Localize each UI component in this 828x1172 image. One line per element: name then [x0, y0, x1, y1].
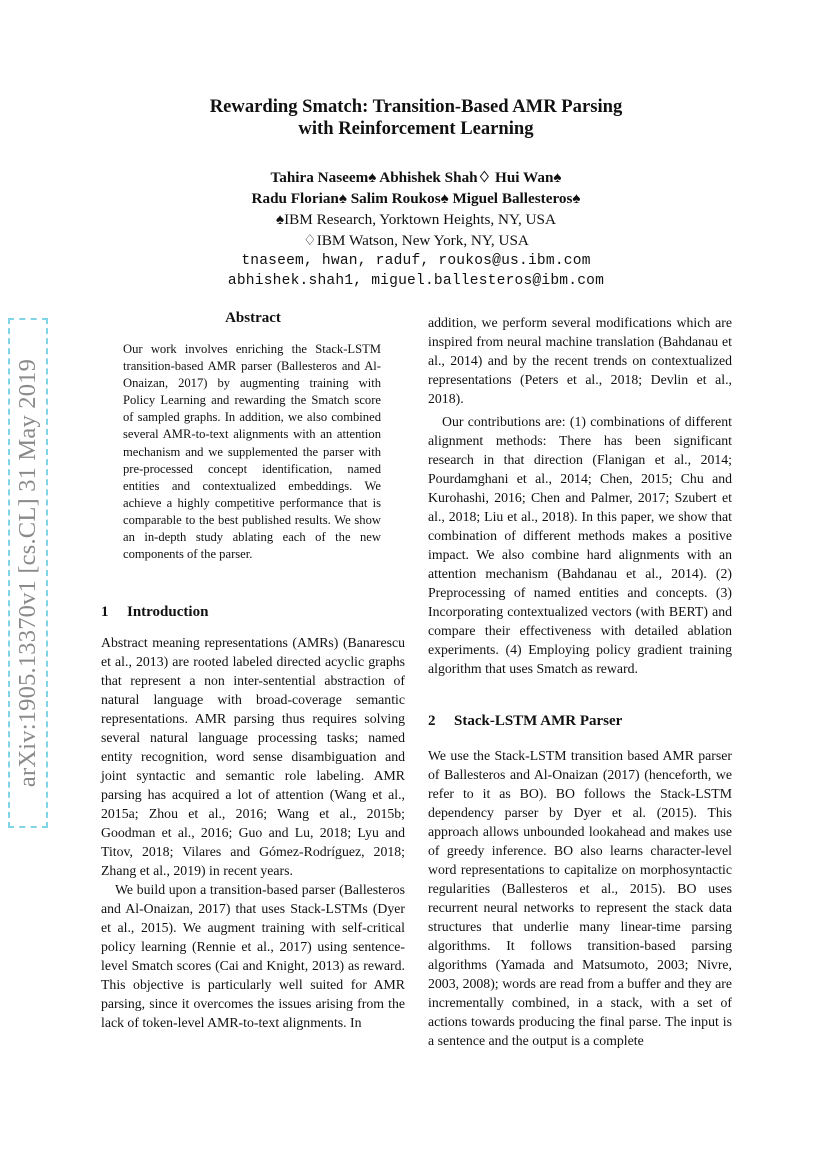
intro-paragraph-1: Abstract meaning representations (AMRs) (Banarescu et al., 2013) are rooted labeled directed acyclic graphs that represent a non inter-sentential abstraction of natural language with broad-coverage semantic representations. AMR parsing thus requires solving several natural language processing tasks; named entity recognition, word sense disambiguation and joint syntactic and semantic role labeling. AMR parsing has acquired a lot of attention (Wang et al., 2015a; Zhou et al., 2016; Wang et al., 2015b; Goodman et al., 2016; Guo and Lu, 2018; Lyu and Titov, 2018; Vilares and Gómez-Rodríguez, 2018; Zhang et al., 2019) in recent years. [101, 635, 405, 878]
author-list [100, 167, 732, 209]
section-1-number: 1 [101, 604, 109, 620]
section-2-heading [428, 713, 622, 730]
paper-title [100, 96, 732, 140]
section-2-paragraph-1: We use the Stack-LSTM transition based AMR parser of Ballesteros and Al-Onaizan (2017) (henceforth, we refer to it as BO). BO follows the Stack-LSTM dependency parser by Dyer et al. (2015). This approach allows unbounded lookahead and makes use of greedy inference. BO also learns character-level word representations to capitalize on morphosyntactic regularities (Ballesteros et al., 2015). BO uses recurrent neural networks to represent the stack data structures that underlie many linear-time parsing algorithms. It follows transition-based parsing algorithms (Yamada and Matsumoto, 2003; Nivre, 2003, 2008); words are read from a buffer and they are incrementally combined, in a stack, with a set of actions towards producing the final parse. The input is a sentence and the output is a complete [428, 748, 732, 1048]
title-line-1: Rewarding Smatch: Transition-Based AMR Parsing [209, 96, 623, 117]
paper-header [100, 96, 732, 291]
section-2-title: Stack-LSTM AMR Parser [454, 713, 623, 729]
section-2-number: 2 [428, 713, 436, 729]
section-2-body [428, 746, 732, 1050]
arxiv-stamp [8, 318, 48, 828]
title-line-2: with Reinforcement Learning [298, 118, 534, 139]
intro-paragraph-2: We build upon a transition-based parser (Ballesteros and Al-Onaizan, 2017) that uses Stack-LSTMs (Dyer et al., 2015). We augment training with self-critical policy learning (Rennie et al., 2017) using sentence-level Smatch scores (Cai and Knight, 2013) as reward. This objective is particularly well suited for AMR parsing, since it overcomes the issues arising from the lack of token-level AMR-to-text alignments. In [101, 882, 405, 1030]
section-1-heading [101, 604, 208, 621]
abstract-text: Our work involves enriching the Stack-LSTM transition-based AMR parser (Ballesteros and Al-Onaizan, 2017) by augmenting training with Policy Learning and rewarding the Smatch score of sampled graphs. In addition, we also combined several AMR-to-text alignments with an attention mechanism and we supplemented the parser with pre-processed concept identification, named entities and contextualized embeddings. We achieve a highly competitive performance that is comparable to the best published results. We show an in-depth study ablating each of the new components of the parser. [123, 342, 381, 562]
authors-line-1: Tahira Naseem♠ Abhishek Shah♢ Hui Wan♠ [270, 169, 562, 186]
intro-column [101, 633, 405, 1032]
section-1-title: Introduction [127, 604, 209, 620]
right-paragraph-1: addition, we perform several modifications which are inspired from neural machine translation (Bahdanau et al., 2014) and by the recent trends on contextualized representations (Peters et al., 2018; Devlin et al., 2018). [428, 315, 732, 406]
right-column-top [428, 313, 732, 678]
right-paragraph-2: Our contributions are: (1) combinations of different alignment methods: There has been significant research in that direction (Flanigan et al., 2014; Pourdamghani et al., 2014; Chen, 2015; Chu and Kurohashi, 2016; Chen and Palmer, 2017; Szubert et al., 2018; Liu et al., 2018). In this paper, we show that combination of different methods makes a positive impact. We also combine hard alignments with an attention mechanism (Bahdanau et al., 2014). (2) Preprocessing of named entities and concepts. (3) Incorporating contextualized vectors (with BERT) and compare their effectiveness with detailed ablation experiments. (4) Employing policy gradient training algorithm that uses Smatch as reward. [428, 414, 732, 676]
authors-line-2: Radu Florian♠ Salim Roukos♠ Miguel Ballesteros♠ [251, 190, 581, 207]
email-line-1: tnaseem, hwan, raduf, roukos@us.ibm.com [241, 253, 591, 269]
affiliation-1: ♠IBM Research, Yorktown Heights, NY, USA [276, 211, 556, 228]
email-line-2: abhishek.shah1, miguel.ballesteros@ibm.com [227, 273, 605, 289]
abstract-heading: Abstract [225, 310, 281, 326]
affiliation-2: ♢IBM Watson, New York, NY, USA [303, 232, 529, 249]
arxiv-stamp-text: arXiv:1905.13370v1 [cs.CL] 31 May 2019 [14, 358, 41, 788]
